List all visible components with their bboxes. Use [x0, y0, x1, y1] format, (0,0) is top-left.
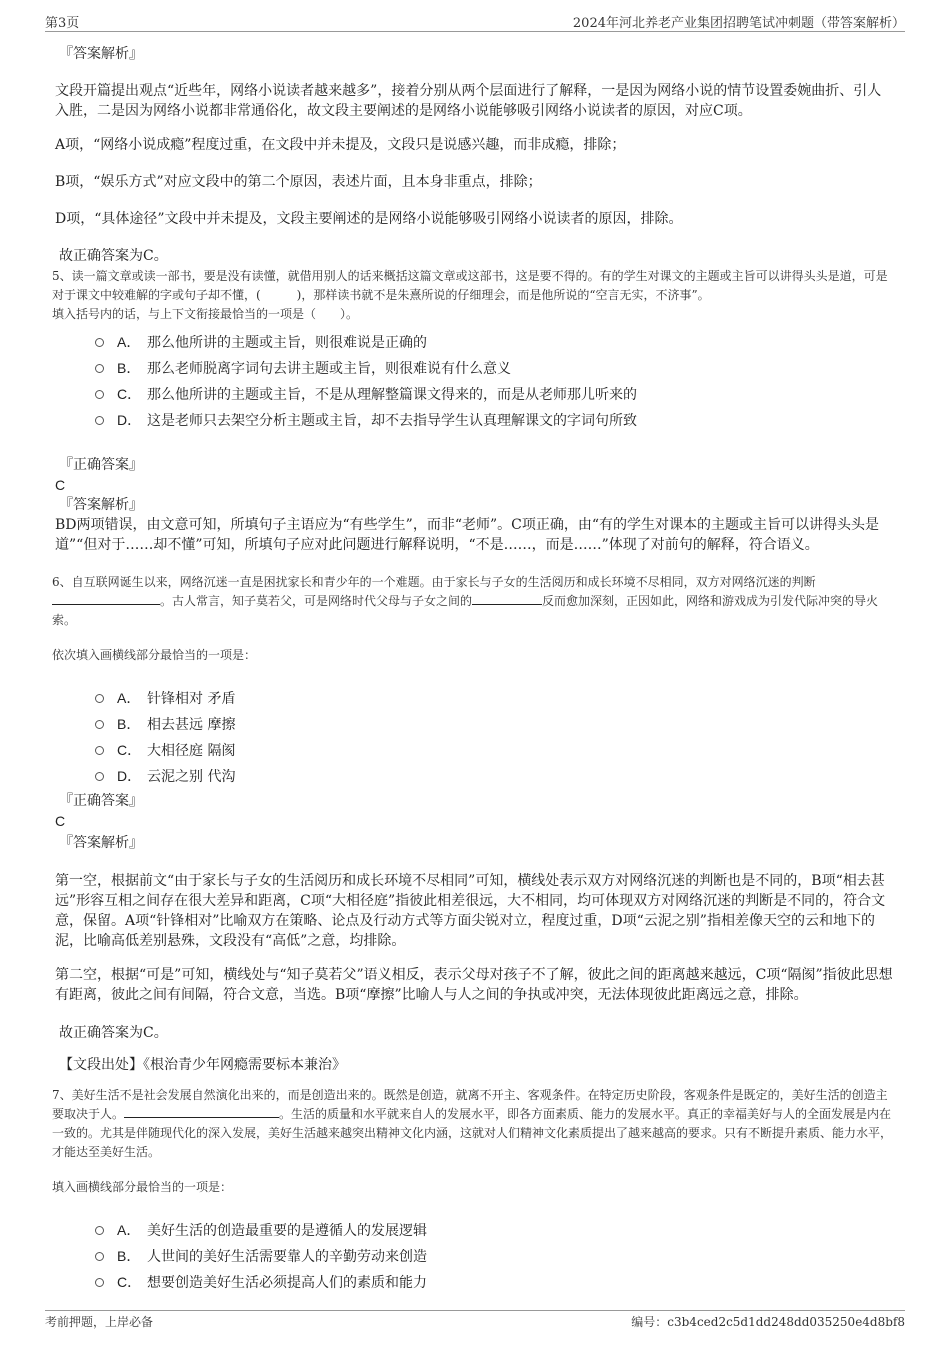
- q5-instruction: 填入括号内的话，与上下文衔接最恰当的一项是（ ）。: [52, 307, 359, 321]
- radio-icon[interactable]: [95, 694, 104, 703]
- q5-correct-answer: C: [55, 477, 66, 493]
- q7-stem: 7、美好生活不是社会发展自然演化出来的，而是创造出来的。既然是创造，就离不开主、客观条件。在特定历史阶段，客观条件是既定的，美好生活的创造主要取决于人。 。生活的质量和水平就来自人的发展水平，即各方面素质、能力的发展水平。真正的幸福美好与人的全面发展是内在一致的。尤其是伴随现代化的深入发展，美好生活越来越突出精神文化内涵，这就对人们精神文化素质提出了越来越高的要求。只有不断提升素质、能力水平，才能达至美好生活。: [52, 1088, 893, 1159]
- radio-icon[interactable]: [95, 1278, 104, 1287]
- page-header: [45, 12, 905, 30]
- q6-option-a[interactable]: A． 针锋相对 矛盾: [55, 685, 895, 711]
- q6-analysis-p2: 第二空，根据“可是”可知，横线处与“知子莫若父”语义相反，表示父母对孩子不了解，彼此之间的距离越来越远，C项“隔阂”指彼此思想有距离，彼此之间有间隔，符合文意，当选。B项“摩擦”比喻人与人之间的争执或冲突，无法体现彼此距离远之意，排除。: [55, 967, 893, 1003]
- radio-icon[interactable]: [95, 772, 104, 781]
- radio-icon[interactable]: [95, 720, 104, 729]
- radio-icon[interactable]: [95, 364, 104, 373]
- q5-analysis: BD两项错误，由文意可知，所填句子主语应为“有些学生”，而非“老师”。C项正确，由“有的学生对课本的主题或主旨可以讲得头头是道”“但对于……却不懂”可知，所填句子应对此问题进行解释说明，“不是……，而是……”体现了对前句的解释，符合语义。: [55, 517, 880, 553]
- q5-correct-title: 『正确答案』: [59, 457, 143, 473]
- radio-icon[interactable]: [95, 390, 104, 399]
- radio-icon[interactable]: [95, 416, 104, 425]
- header-divider: [45, 31, 905, 32]
- radio-icon[interactable]: [95, 338, 104, 347]
- q4-analysis-d: D项，“具体途径”文段中并未提及，文段主要阐述的是网络小说能够吸引网络小说读者的原因，排除。: [55, 211, 683, 227]
- footer-slogan: 考前押题，上岸必备: [45, 1315, 154, 1329]
- q6-correct-answer: C: [55, 813, 66, 829]
- q5-analysis-title: 『答案解析』: [59, 497, 143, 513]
- q6-correct-title: 『正确答案』: [59, 793, 143, 809]
- q6-stem: 6、自互联网诞生以来，网络沉迷一直是困扰家长和青少年的一个难题。由于家长与子女的生活阅历和成长环境不尽相同，双方对网络沉迷的判断。古人常言，知子莫若父，可是网络时代父母与子女之间的 反而愈加深刻，正因如此，网络和游戏成为引发代际冲突的导火索。: [52, 575, 879, 627]
- q4-analysis-a: A项，“网络小说成瘾”程度过重，在文段中并未提及，文段只是说感兴趣，而非成瘾，排除；: [55, 137, 626, 153]
- q5-options: [55, 329, 895, 433]
- q7-option-c[interactable]: C． 想要创造美好生活必须提高人们的素质和能力: [55, 1269, 895, 1295]
- q5-option-a[interactable]: A． 那么他所讲的主题或主旨，则很难说是正确的: [55, 329, 895, 355]
- radio-icon[interactable]: [95, 746, 104, 755]
- q7-instruction: 填入画横线部分最恰当的一项是：: [52, 1180, 233, 1194]
- blank-line: [52, 592, 160, 605]
- q6-analysis-title: 『答案解析』: [59, 835, 143, 851]
- q5-option-b[interactable]: B． 那么老师脱离字词句去讲主题或主旨，则很难说有什么意义: [55, 355, 895, 381]
- q4-conclusion: 故正确答案为C。: [59, 248, 168, 264]
- q6-option-d[interactable]: D． 云泥之别 代沟: [55, 763, 895, 789]
- q6-options: [55, 685, 895, 789]
- q7-option-a[interactable]: A． 美好生活的创造最重要的是遵循人的发展逻辑: [55, 1217, 895, 1243]
- blank-line: [124, 1105, 279, 1118]
- footer-divider: [45, 1310, 905, 1311]
- document-id: 编号：c3b4ced2c5d1dd248dd035250e4d8bf8: [631, 1315, 905, 1329]
- q4-analysis-p1: 文段开篇提出观点“近些年，网络小说读者越来越多”，接着分别从两个层面进行了解释，一是因为网络小说的情节设置委婉曲折、引人入胜，二是因为网络小说都非常通俗化，故文段主要阐述的是网络小说能够吸引网络小说读者的原因，对应C项。: [55, 83, 882, 119]
- q5-option-c[interactable]: C． 那么他所讲的主题或主旨，不是从理解整篇课文得来的，而是从老师那儿听来的: [55, 381, 895, 407]
- blank-line: [472, 592, 542, 605]
- document-body: [52, 44, 895, 1295]
- q7-option-b[interactable]: B． 人世间的美好生活需要靠人的辛勤劳动来创造: [55, 1243, 895, 1269]
- q6-option-b[interactable]: B． 相去甚远 摩擦: [55, 711, 895, 737]
- q6-conclusion: 故正确答案为C。: [59, 1025, 168, 1041]
- document-title: 2024年河北养老产业集团招聘笔试冲刺题（带答案解析）: [572, 16, 905, 31]
- page-number: 第3页: [45, 16, 80, 31]
- q4-analysis-title: 『答案解析』: [59, 46, 143, 62]
- q6-instruction: 依次填入画横线部分最恰当的一项是：: [52, 648, 257, 662]
- radio-icon[interactable]: [95, 1252, 104, 1261]
- q6-option-c[interactable]: C． 大相径庭 隔阂: [55, 737, 895, 763]
- q7-options: [55, 1217, 895, 1295]
- q6-source: 【文段出处】《根治青少年网瘾需要标本兼治》: [59, 1057, 346, 1073]
- q5-stem: 5、读一篇文章或读一部书，要是没有读懂，就借用别人的话来概括这篇文章或这部书，这是要不得的。有的学生对课文的主题或主旨可以讲得头头是道，可是对于课文中较难解的字或句子却不懂，( )，那样读书就不是朱熹所说的仔细理会，而是他所说的“空言无实，不济事”。: [52, 269, 888, 302]
- q4-analysis-b: B项，“娱乐方式”对应文段中的第二个原因，表述片面，且本身非重点，排除；: [55, 174, 542, 190]
- radio-icon[interactable]: [95, 1226, 104, 1235]
- q5-option-d[interactable]: D． 这是老师只去架空分析主题或主旨，却不去指导学生认真理解课文的字词句所致: [55, 407, 895, 433]
- q6-analysis-p1: 第一空，根据前文“由于家长与子女的生活阅历和成长环境不尽相同”可知，横线处表示双方对网络沉迷的判断也是不同的，B项“相去甚远”形容互相之间存在很大差异和距离，C项“大相径庭”指彼此相差很远，大不相同，均可体现双方对网络沉迷的判断是不同的，符合文意，保留。A项“针锋相对”比喻双方在策略、论点及行动方式等方面尖锐对立，程度过重，D项“云泥之别”指相差像天空的云和地下的泥，比喻高低差别悬殊，文段没有“高低”之意，均排除。: [55, 873, 886, 949]
